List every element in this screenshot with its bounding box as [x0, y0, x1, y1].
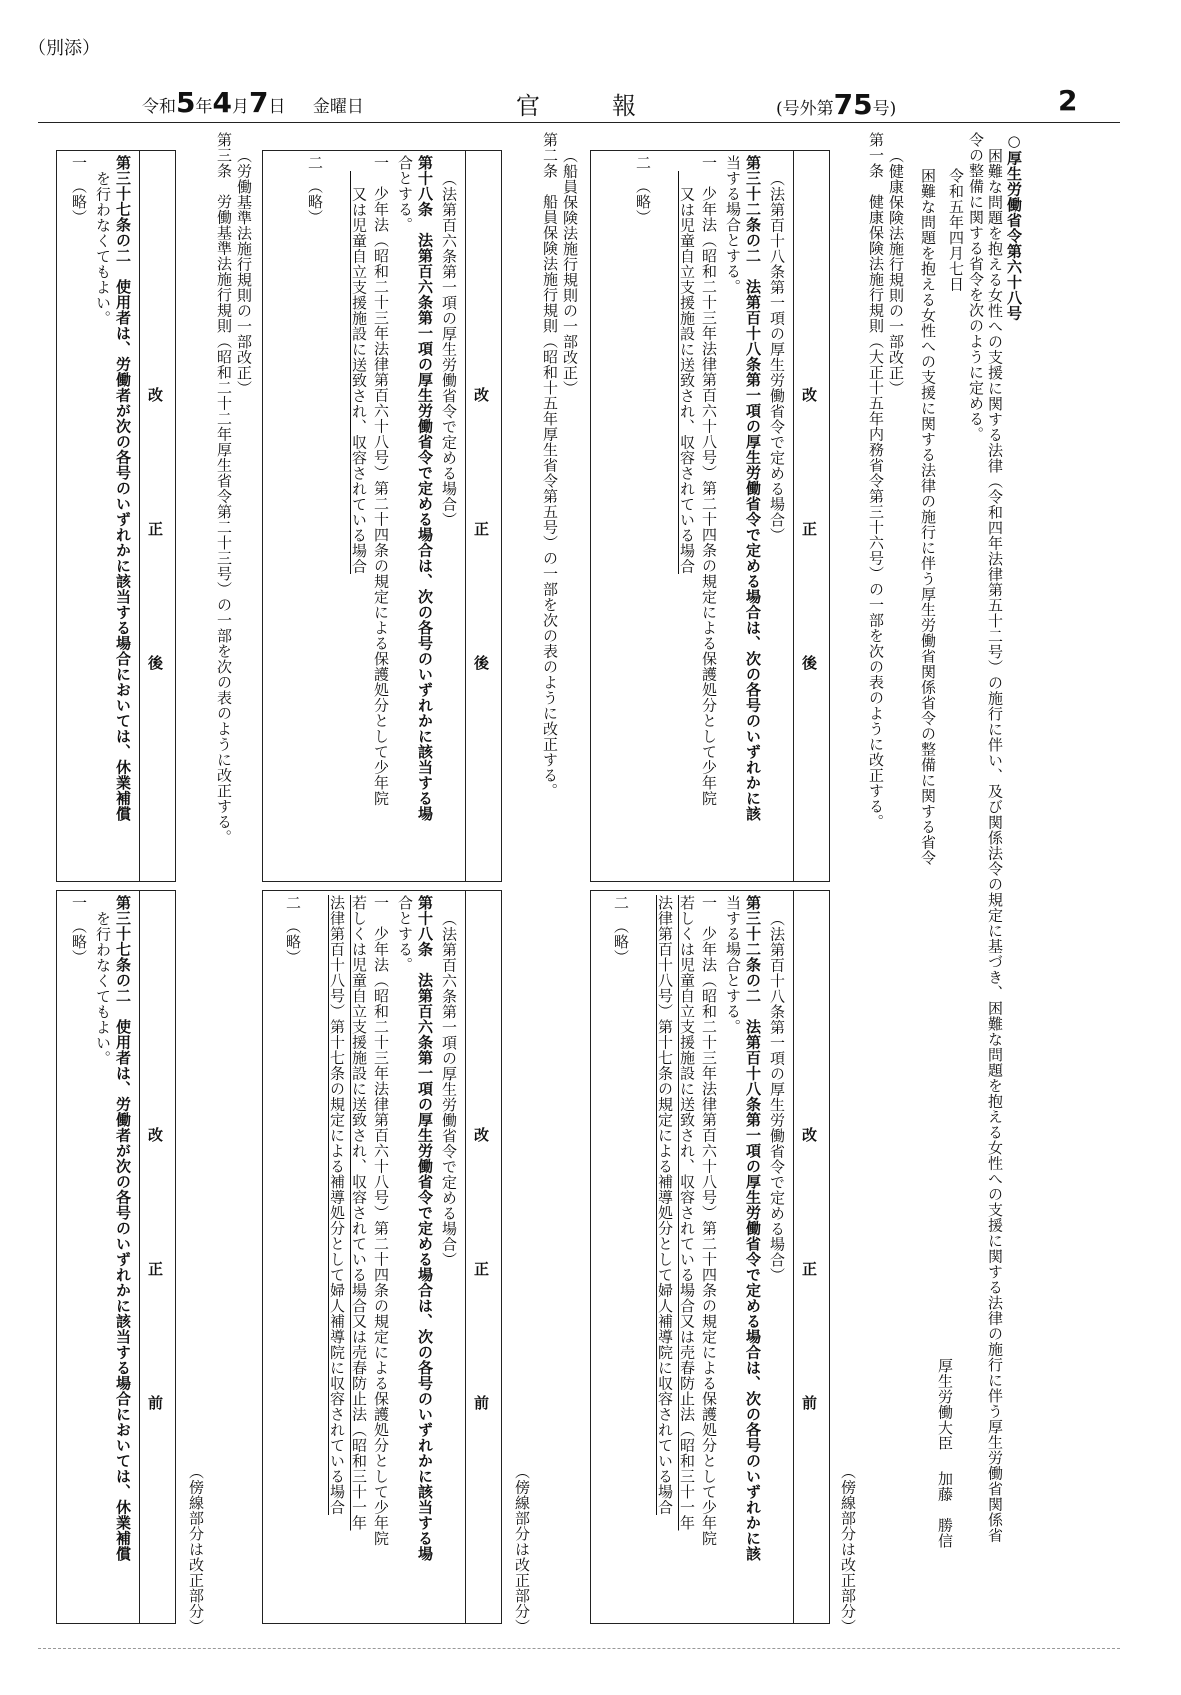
article-2-after-line: 合とする。 [396, 155, 414, 233]
after-header-1: 改 [800, 387, 818, 402]
article-1-before-table [590, 890, 830, 1624]
article-1-text: 第一条 健康保険法施行規則（大正十五年内務省令第三十六号）の一部を次の表のように改正する。 [867, 132, 885, 830]
ordinance-name: 困難な問題を抱える女性への支援に関する法律の施行に伴う厚生労働省関係省令の整備に関する省令 [919, 168, 937, 866]
article-1-before-line: 第三十二条の二 法第百十八条第一項の厚生労働省令で定める場合は、次の各号のいずれかに該 [744, 895, 762, 1562]
before-header-3: 前 [146, 1395, 164, 1410]
after-header-2: 正 [472, 521, 490, 536]
article-3-after-line: を行わなくてもよい。 [94, 171, 112, 326]
after-header-1: 改 [472, 387, 490, 402]
before-header-1: 改 [800, 1127, 818, 1142]
article-2-before-line: 合とする。 [396, 895, 414, 973]
article-3-before-line: を行わなくてもよい。 [94, 911, 112, 1066]
article-2-before-line: 法律第百十八号）第十七条の規定による補導処分として婦人補導院に収容されている場合 [328, 895, 346, 1515]
date-year-unit: 年 [195, 97, 213, 117]
minister-signature [935, 1358, 954, 1549]
after-header-3: 後 [146, 655, 164, 670]
article-3-note: （傍線部分は改正部分） [187, 1464, 205, 1635]
article-3-caption: （労働基準法施行規則の一部改正） [235, 148, 253, 396]
article-2-before-line: 一 少年法（昭和二十三年法律第百六十八号）第二十四条の規定による保護処分として少年院 [372, 895, 390, 1546]
article-2-note: （傍線部分は改正部分） [513, 1464, 531, 1635]
weekday: 金曜日 [312, 97, 364, 117]
article-2-after-line: 二 （略） [306, 155, 324, 225]
article-3-before-line: 第三十七条の二 使用者は、労働者が次の各号のいずれかに該当する場合においては、休業補償 [114, 895, 132, 1562]
header-rule [38, 122, 1120, 123]
article-2-after-line: 第十八条 法第百六条第一項の厚生労働省令で定める場合は、次の各号のいずれかに該当する場 [416, 155, 434, 822]
before-header-3: 前 [800, 1395, 818, 1410]
after-header-2: 正 [800, 521, 818, 536]
article-3-after-line: 一 （略） [70, 155, 88, 225]
preamble-line-2: 令の整備に関する省令を次のように定める。 [967, 132, 985, 442]
article-2-after-line: （法第百六条第一項の厚生労働省令で定める場合） [440, 171, 458, 528]
issue-date [142, 86, 364, 119]
article-2-before-table [262, 890, 502, 1624]
minister-name: 加藤 勝信 [936, 1471, 954, 1549]
article-2-before-line: 若しくは児童自立支援施設に送致され、収容されている場合又は売春防止法（昭和三十一年 [350, 895, 368, 1531]
before-header-1: 改 [472, 1127, 490, 1142]
ordinance-date: 令和五年四月七日 [947, 168, 965, 292]
article-2-before-line: 二 （略） [284, 895, 302, 965]
article-2-before-line: 第十八条 法第百六条第一項の厚生労働省令で定める場合は、次の各号のいずれかに該当する場 [416, 895, 434, 1562]
attachment-label: （別添） [28, 38, 100, 59]
gazette-title-char-1: 官 [516, 92, 540, 120]
footer-rule [38, 1648, 1120, 1650]
article-3-before-line: 一 （略） [70, 895, 88, 965]
after-header-3: 後 [800, 655, 818, 670]
issue-number [776, 88, 896, 121]
article-1-after-line: 当する場合とする。 [724, 155, 742, 295]
article-1-before-line: 法律第百十八号）第十七条の規定による補導処分として婦人補導院に収容されている場合 [656, 895, 674, 1515]
after-header-3: 後 [472, 655, 490, 670]
article-1-after-line: 一 少年法（昭和二十三年法律第百六十八号）第二十四条の規定による保護処分として少年院 [700, 155, 718, 806]
article-1-after-line: 第三十二条の二 法第百十八条第一項の厚生労働省令で定める場合は、次の各号のいずれかに該 [744, 155, 762, 822]
article-3-after-table [56, 150, 176, 882]
article-2-caption: （船員保険法施行規則の一部改正） [561, 148, 579, 396]
gazette-title [516, 86, 636, 121]
ordinance-title: ○厚生労働省令第六十八号 [1005, 132, 1023, 321]
before-header-1: 改 [146, 1127, 164, 1142]
date-month: 4 [212, 86, 232, 119]
article-1-before-line: 一 少年法（昭和二十三年法律第百六十八号）第二十四条の規定による保護処分として少年院 [700, 895, 718, 1546]
article-2-text: 第二条 船員保険法施行規則（昭和十五年厚生省令第五号）の一部を次の表のように改正する。 [541, 132, 559, 799]
article-2-before-line: （法第百六条第一項の厚生労働省令で定める場合） [440, 911, 458, 1268]
date-era: 令和 [142, 97, 176, 117]
after-header-2: 正 [146, 521, 164, 536]
gazette-header [38, 86, 1120, 120]
page-number: 2 [1058, 84, 1078, 117]
article-1-after-line: （法第百十八条第一項の厚生労働省令で定める場合） [768, 171, 786, 543]
issue-prefix: (号外第 [776, 99, 834, 119]
article-2-after-table [262, 150, 502, 882]
issue-suffix: 号) [872, 99, 897, 119]
date-day: 7 [248, 86, 269, 119]
before-header-2: 正 [472, 1261, 490, 1276]
before-header-2: 正 [146, 1261, 164, 1276]
article-1-before-line: 若しくは児童自立支援施設に送致され、収容されている場合又は売春防止法（昭和三十一年 [678, 895, 696, 1531]
preamble-line-1: 困難な問題を抱える女性への支援に関する法律（令和四年法律第五十二号）の施行に伴い、及び関係法令の規定に基づき、困難な問題を抱える女性への支援に関する法律の施行に伴う厚生労働省関係省 [986, 148, 1004, 1543]
before-header-2: 正 [800, 1261, 818, 1276]
article-1-after-line: 二 （略） [634, 155, 652, 225]
article-1-after-table [590, 150, 830, 882]
date-month-unit: 月 [231, 97, 249, 117]
minister-title: 厚生労働大臣 [936, 1358, 954, 1451]
article-1-after-line: 又は児童自立支援施設に送致され、収容されている場合 [678, 171, 696, 574]
article-1-before-line: 当する場合とする。 [724, 895, 742, 1035]
article-3-after-line: 第三十七条の二 使用者は、労働者が次の各号のいずれかに該当する場合においては、休業補償 [114, 155, 132, 822]
gazette-title-char-2: 報 [612, 92, 636, 120]
article-1-note: （傍線部分は改正部分） [839, 1464, 857, 1635]
article-2-after-line: 又は児童自立支援施設に送致され、収容されている場合 [350, 171, 368, 574]
article-1-caption: （健康保険法施行規則の一部改正） [887, 148, 905, 396]
article-1-before-line: （法第百十八条第一項の厚生労働省令で定める場合） [768, 911, 786, 1283]
article-2-after-line: 一 少年法（昭和二十三年法律第百六十八号）第二十四条の規定による保護処分として少年院 [372, 155, 390, 806]
article-3-before-table [56, 890, 176, 1624]
issue-number-value: 75 [833, 88, 873, 121]
date-day-unit: 日 [268, 97, 286, 117]
article-3-text: 第三条 労働基準法施行規則（昭和二十二年厚生省令第二十三号）の一部を次の表のように改正する。 [215, 132, 233, 845]
after-header-1: 改 [146, 387, 164, 402]
before-header-3: 前 [472, 1395, 490, 1410]
date-year: 5 [176, 86, 196, 119]
article-1-before-line: 二 （略） [612, 895, 630, 965]
